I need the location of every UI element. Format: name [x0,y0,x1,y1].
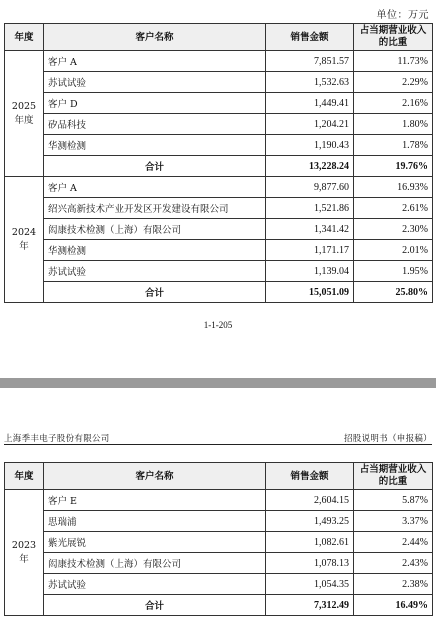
table-row [5,219,433,240]
revenue-ratio-cell: 2.44% [354,532,433,553]
sales-amount-cell: 1,078.13 [266,553,354,574]
table-row [5,261,433,282]
sales-amount-cell: 1,493.25 [266,511,354,532]
sales-amount-cell: 1,204.21 [266,114,354,135]
total-ratio: 19.76% [354,156,433,177]
total-row [5,595,433,616]
sales-amount-cell: 1,190.43 [266,135,354,156]
table-row [5,490,433,511]
revenue-ratio-cell: 16.93% [354,177,433,198]
revenue-ratio-cell: 2.01% [354,240,433,261]
sales-amount-cell: 1,449.41 [266,93,354,114]
page-bottom [0,388,436,618]
table-row [5,511,433,532]
sales-amount-cell: 1,054.35 [266,574,354,595]
table-row [5,198,433,219]
revenue-ratio-cell: 2.16% [354,93,433,114]
customer-name-cell: 苏试试验 [44,72,266,93]
page-number: 1-1-205 [203,320,233,330]
table-row [5,93,433,114]
customer-name-cell: 闳康技术检测（上海）有限公司 [44,219,266,240]
year-cell: 2025 年度 [5,51,44,177]
header-year: 年度 [5,463,44,490]
table-row [5,177,433,198]
sales-amount-cell: 1,341.42 [266,219,354,240]
header-sales: 销售金额 [266,463,354,490]
header-customer: 客户名称 [44,24,266,51]
year-cell: 2024 年 [5,177,44,303]
revenue-ratio-cell: 5.87% [354,490,433,511]
customer-name-cell: 华测检测 [44,240,266,261]
table-header-row [5,24,433,51]
revenue-ratio-cell: 1.95% [354,261,433,282]
total-ratio: 25.80% [354,282,433,303]
header-ratio: 占当期营业收入的比重 [354,24,433,51]
header-ratio: 占当期营业收入的比重 [354,463,433,490]
total-row [5,282,433,303]
sales-amount-cell: 1,082.61 [266,532,354,553]
table-row [5,135,433,156]
sales-amount-cell: 1,532.63 [266,72,354,93]
sales-amount-cell: 1,171.17 [266,240,354,261]
customer-name-cell: 矽品科技 [44,114,266,135]
table-row [5,532,433,553]
customer-name-cell: 苏试试验 [44,574,266,595]
customer-name-cell: 客户 A [44,177,266,198]
customer-sales-table-2025-2024 [4,23,433,303]
table-row [5,51,433,72]
table-body [5,51,433,303]
revenue-ratio-cell: 2.30% [354,219,433,240]
customer-sales-table-2023 [4,462,433,616]
revenue-ratio-cell: 2.43% [354,553,433,574]
header-sales: 销售金额 [266,24,354,51]
customer-name-cell: 闳康技术检测（上海）有限公司 [44,553,266,574]
revenue-ratio-cell: 3.37% [354,511,433,532]
sales-amount-cell: 9,877.60 [266,177,354,198]
table-row [5,240,433,261]
customer-name-cell: 客户 D [44,93,266,114]
revenue-ratio-cell: 2.38% [354,574,433,595]
revenue-ratio-cell: 2.61% [354,198,433,219]
total-ratio: 16.49% [354,595,433,616]
customer-name-cell: 绍兴高新技术产业开发区开发建设有限公司 [44,198,266,219]
total-sales: 13,228.24 [266,156,354,177]
customer-name-cell: 紫光展锐 [44,532,266,553]
page-separator [0,378,436,388]
customer-name-cell: 苏试试验 [44,261,266,282]
table-row [5,114,433,135]
sales-amount-cell: 1,521.86 [266,198,354,219]
customer-name-cell: 华测检测 [44,135,266,156]
table-row [5,574,433,595]
header-customer: 客户名称 [44,463,266,490]
total-row [5,156,433,177]
customer-name-cell: 客户 A [44,51,266,72]
revenue-ratio-cell: 1.80% [354,114,433,135]
sales-amount-cell: 2,604.15 [266,490,354,511]
running-header-doc: 招股说明书（申报稿） [343,434,432,444]
total-label: 合计 [44,595,266,616]
total-label: 合计 [44,156,266,177]
unit-label: 单位：万元 [376,10,429,21]
table-body [5,490,433,616]
table-header-row [5,463,433,490]
total-sales: 7,312.49 [266,595,354,616]
year-cell: 2023 年 [5,490,44,616]
running-header-rule [4,444,432,445]
revenue-ratio-cell: 2.29% [354,72,433,93]
sales-amount-cell: 7,851.57 [266,51,354,72]
total-label: 合计 [44,282,266,303]
sales-amount-cell: 1,139.04 [266,261,354,282]
header-year: 年度 [5,24,44,51]
revenue-ratio-cell: 11.73% [354,51,433,72]
running-header-company: 上海季丰电子股份有限公司 [4,434,110,444]
total-sales: 15,051.09 [266,282,354,303]
customer-name-cell: 客户 E [44,490,266,511]
revenue-ratio-cell: 1.78% [354,135,433,156]
table-row [5,553,433,574]
table-row [5,72,433,93]
customer-name-cell: 思瑞浦 [44,511,266,532]
